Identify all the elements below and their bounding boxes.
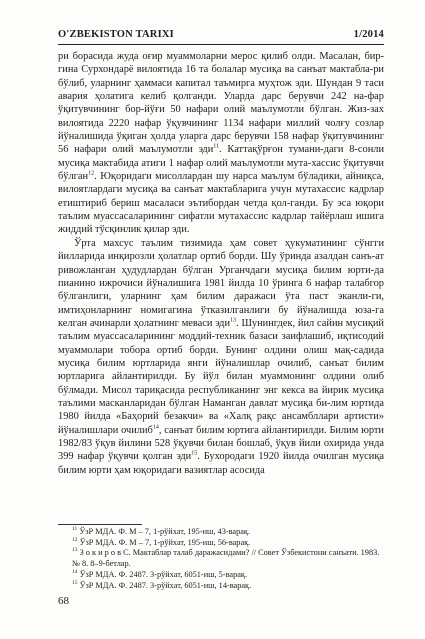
text-segment: , санъат билим юртига айлантирилди. Билим юрти 1982/83 ўқув йилини 528 ўқувчи билан бошлаб, ўқув йили охирида унда 399 нафар ўқувчи қолган эди — [58, 424, 384, 463]
running-header — [58, 29, 384, 43]
footnote-text: ЎзР МДА. Ф. М – 7, 1-рўйхат, 195-иш, 56-варақ. — [77, 537, 251, 547]
footnote-number: 15 — [72, 579, 78, 586]
footnote — [58, 538, 384, 549]
footnote-number: 13 — [72, 547, 78, 554]
footnote-number: 12 — [72, 536, 78, 543]
footnote — [58, 527, 384, 538]
footnote-text: З о к и р о в С. Мактаблар талаб даражасидами? // Совет Ўзбекистони санъати. 1983. № 8. 8–9-бетлар. — [72, 548, 380, 569]
text-segment: Ўрта махсус таълим тизимида ҳам совет ҳукуматининг сўнгги йилларида инқирозли ҳолатлар ортиб борди. Шу ўринда азалдан санъ-ат ривожланган ҳудудлардан бўлган Урганчдаги мусиқа билим юрти-да пианино ижрочиси йўналишига 1981 йилда 10 ўринга 6 нафар талабгор бўлганлиги, уларнинг ҳам билим даражаси ўта паст эканли-ги, имтиҳонларнинг номигагина ўтказилганлиги бу йўналишда юза-га келган ачинарли ҳолатнинг меваси эди — [58, 237, 384, 329]
text-segment: . Шунингдек, йил сайин мусиқий таълим муассасаларининг моддий-техник базаси заифлашиб, иқтисодий муаммолари тобора ортиб борди. Бунинг олдини олиш мақ-садида мусиқа билим юртларида янги йўналишлар очилиб, санъат билим юртларига айлантирилди. Бу йўл билан муаммонинг олдини олиб бўлмади. Мисол тариқасида республиканинг энг кекса ва йирик мусиқа таълими масканларидан бўлган Наманган давлат мусиқа би-лим юртида 1980 йилда «Баҳорий безакчи» ва «Халқ рақс ансамбллари артисти» йўналишлари очилиб — [58, 317, 384, 436]
footnote-marker: 11 — [213, 143, 220, 150]
footnote-marker: 13 — [230, 317, 237, 324]
footnote-rule — [58, 524, 142, 525]
footnote-number: 14 — [72, 569, 78, 576]
paragraph — [58, 237, 384, 477]
paragraph — [58, 50, 384, 237]
footnote-marker: 15 — [191, 450, 198, 457]
footnote — [58, 548, 384, 569]
text-segment: . Бухородаги 1920 йилда очилган мусиқа билим юрти ҳам юқоридаги вазиятлар асосида — [58, 451, 385, 476]
issue-number: 1/2014 — [353, 29, 384, 40]
text-segment: . Юқоридаги мисоллардан шу нарса маълум бўладики, айниқса, вилоятлардаги мусиқа ва санъат мактабларига учун мутахассис кадрлар етиштириб бериш масаласи эътибордан четда қол-ганди. Бу эса юқори таълим муассасаларининг сифатли мутахассис кадрлар тайёрлаш ишига жиддий тўсқинлик қилар эди. — [58, 171, 384, 236]
footnote-number: 11 — [72, 526, 78, 533]
text-segment: . Каттақўрғон тумани-даги 8-сонли мусиқа мактабида атиги 1 нафар олий маълумотли мута-хассис ўқитувчи бўлган — [58, 144, 385, 183]
footnote — [58, 581, 384, 592]
footnotes — [58, 527, 384, 591]
journal-title: O'ZBEKISTON TARIXI — [58, 29, 174, 40]
body-text — [58, 50, 384, 477]
footnote-text: ЎзР МДА. Ф. 2487. 3-рўйхат, 6051-иш, 14-варақ. — [77, 580, 252, 590]
footnote-marker: 12 — [88, 170, 95, 177]
header-rule — [58, 44, 384, 45]
page-number: 68 — [58, 595, 69, 607]
text-segment: ри борасида жуда оғир муаммоларни мерос қилиб олди. Масалан, бир-гина Сурхондарё вилоятида 16 та болалар мусиқа ва санъат мактабла-ри бўлиб, уларнинг ҳаммаси капитал таъмирга муҳтож эди. Шундан 9 таси авария ҳолатига келиб қолганди. Уларда дарс берувчи 242 на-фар ўқитувчининг бор-йўғи 50 нафари олий маълумотли бўлган. Жиз-зах вилоятида 2220 нафар ўқувчининг 1134 нафари миллий чолғу созлар йўналишида ўқиган ҳолда уларга дарс берувчи 158 нафар ўқитувчининг 56 нафари олий маълумотли эди — [58, 51, 384, 156]
footnote — [58, 570, 384, 581]
footnote-text: ЎзР МДА. Ф. М – 7, 1-рўйхат, 195-иш, 43-варақ. — [77, 527, 251, 536]
footnote-marker: 14 — [152, 424, 159, 431]
footnote-text: ЎзР МДА. Ф. 2487. 3-рўйхат, 6051-иш, 5-варақ. — [77, 569, 248, 579]
